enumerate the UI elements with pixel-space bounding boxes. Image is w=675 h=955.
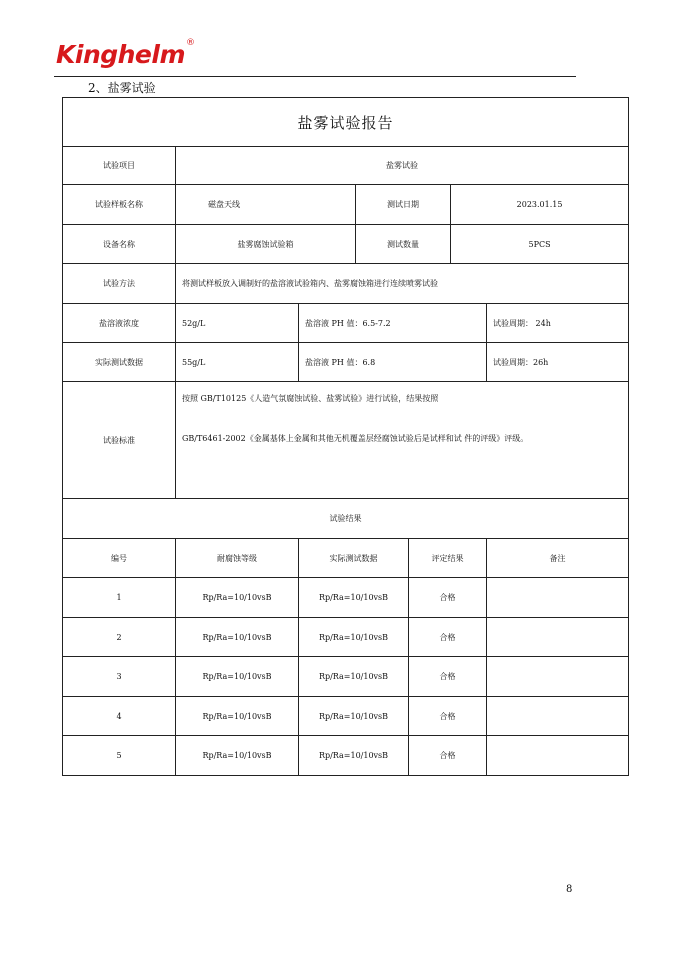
table-row xyxy=(63,618,629,657)
ph-actual: 盐溶液 PH 值：6.8 xyxy=(299,343,487,382)
sample-name-label: 试验样板名称 xyxy=(63,185,176,225)
row-note xyxy=(487,736,629,776)
row-actual: Rp/Ra=10/10vsB xyxy=(299,578,409,618)
row-grade: Rp/Ra=10/10vsB xyxy=(176,578,299,618)
table-row xyxy=(63,736,629,776)
table-row xyxy=(63,697,629,736)
row-no: 1 xyxy=(63,578,176,618)
col-header-actual: 实际测试数据 xyxy=(299,539,409,578)
standard-line-2: GB/T6461-2002《金属基体上金属和其他无机覆盖层经腐蚀试验后是试样和试 件的评级》评级。 xyxy=(182,433,529,443)
standard-line-1: 按照 GB/T10125《人造气氛腐蚀试验、盐雾试验》进行试验，结果按照 xyxy=(182,394,439,403)
row-actual: Rp/Ra=10/10vsB xyxy=(299,657,409,697)
row-note xyxy=(487,657,629,697)
header-divider xyxy=(54,76,576,77)
period-actual: 试验周期：26h xyxy=(487,343,629,382)
report-title: 盐雾试验报告 xyxy=(63,98,629,147)
quantity-value: 5PCS xyxy=(451,225,629,264)
row-result: 合格 xyxy=(409,697,487,736)
test-date-label: 测试日期 xyxy=(356,185,451,225)
equipment-value: 盐雾腐蚀试验箱 xyxy=(176,225,356,264)
actual-value: 55g/L xyxy=(176,343,299,382)
quantity-label: 测试数量 xyxy=(356,225,451,264)
concentration-label: 盐溶液浓度 xyxy=(63,304,176,343)
table-row xyxy=(63,657,629,697)
row-actual: Rp/Ra=10/10vsB xyxy=(299,697,409,736)
row-note xyxy=(487,697,629,736)
standard-text xyxy=(176,382,629,499)
results-title: 试验结果 xyxy=(63,499,629,539)
salt-spray-report-table xyxy=(62,97,629,776)
row-result: 合格 xyxy=(409,618,487,657)
row-result: 合格 xyxy=(409,736,487,776)
test-item-value: 盐雾试验 xyxy=(176,147,629,185)
row-grade: Rp/Ra=10/10vsB xyxy=(176,697,299,736)
row-actual: Rp/Ra=10/10vsB xyxy=(299,618,409,657)
col-header-no: 编号 xyxy=(63,539,176,578)
row-grade: Rp/Ra=10/10vsB xyxy=(176,618,299,657)
page-number: 8 xyxy=(566,884,573,895)
actual-label: 实际测试数据 xyxy=(63,343,176,382)
row-note xyxy=(487,578,629,618)
col-header-note: 备注 xyxy=(487,539,629,578)
row-no: 2 xyxy=(63,618,176,657)
test-date-value: 2023.01.15 xyxy=(451,185,629,225)
kinghelm-logo: Kinghelm® xyxy=(56,38,195,69)
concentration-value: 52g/L xyxy=(176,304,299,343)
section-title: 2、盐雾试验 xyxy=(88,81,156,95)
sample-name-value: 磁盘天线 xyxy=(176,185,356,225)
equipment-label: 设备名称 xyxy=(63,225,176,264)
row-note xyxy=(487,618,629,657)
ph-spec: 盐溶液 PH 值：6.5-7.2 xyxy=(299,304,487,343)
method-label: 试验方法 xyxy=(63,264,176,304)
method-value: 将测试样板放入调制好的盐溶液试验箱内、盐雾腐蚀箱进行连续喷雾试验 xyxy=(176,264,629,304)
row-actual: Rp/Ra=10/10vsB xyxy=(299,736,409,776)
row-grade: Rp/Ra=10/10vsB xyxy=(176,736,299,776)
table-row xyxy=(63,578,629,618)
row-grade: Rp/Ra=10/10vsB xyxy=(176,657,299,697)
row-result: 合格 xyxy=(409,657,487,697)
col-header-result: 评定结果 xyxy=(409,539,487,578)
row-no: 3 xyxy=(63,657,176,697)
row-no: 5 xyxy=(63,736,176,776)
test-item-label: 试验项目 xyxy=(63,147,176,185)
row-no: 4 xyxy=(63,697,176,736)
row-result: 合格 xyxy=(409,578,487,618)
standard-label: 试验标准 xyxy=(63,382,176,499)
col-header-grade: 耐腐蚀等级 xyxy=(176,539,299,578)
period-spec: 试验周期： 24h xyxy=(487,304,629,343)
